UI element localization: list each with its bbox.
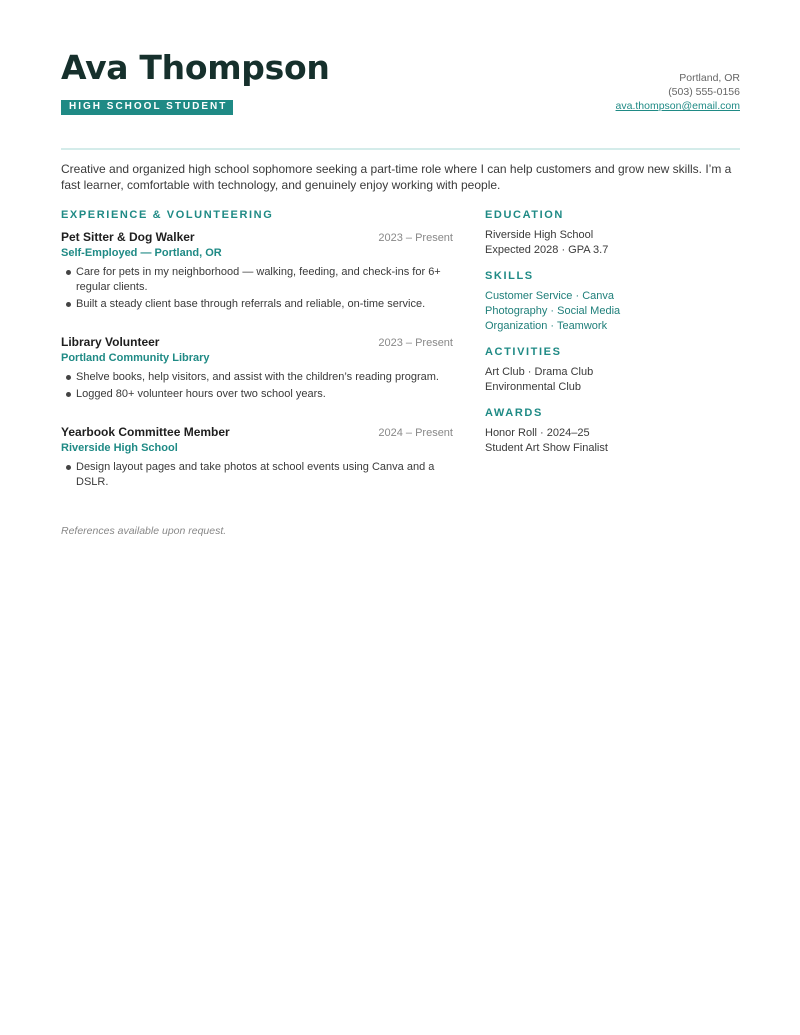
bullet-item: Logged 80+ volunteer hours over two school years. xyxy=(61,387,453,402)
awards-section xyxy=(485,406,740,456)
job-title: Yearbook Committee Member xyxy=(61,425,230,439)
bullet-item: Built a steady client base through referrals and reliable, on-time service. xyxy=(61,297,453,312)
activities-heading: ACTIVITIES xyxy=(485,346,562,358)
activities-line: Art Club · Drama Club xyxy=(485,366,594,378)
job-organization: Portland Community Library xyxy=(61,352,210,364)
job-entry xyxy=(61,425,453,490)
skills-line: Photography · Social Media xyxy=(485,305,621,317)
education-line: Riverside High School xyxy=(485,229,594,241)
skills-heading: SKILLS xyxy=(485,270,534,282)
sidebar-column xyxy=(485,208,740,467)
job-bullets xyxy=(61,265,453,312)
awards-line: Student Art Show Finalist xyxy=(485,442,608,454)
job-bullets xyxy=(61,460,453,490)
tagline-badge: HIGH SCHOOL STUDENT xyxy=(61,100,233,115)
email-link[interactable]: ava.thompson@email.com xyxy=(615,100,740,112)
job-title: Pet Sitter & Dog Walker xyxy=(61,230,195,244)
skills-line: Organization · Teamwork xyxy=(485,320,608,332)
education-line: Expected 2028 · GPA 3.7 xyxy=(485,244,609,256)
bullet-item: Design layout pages and take photos at school events using Canva and a DSLR. xyxy=(61,460,453,490)
contact-info xyxy=(616,71,740,113)
summary-text: Creative and organized high school sophomore seeking a part-time role where I can help customers and grow new skills. I’m a fast learner, comfortable with technology, and genuinely enjoy working with people. xyxy=(61,162,732,192)
skills-line: Customer Service · Canva xyxy=(485,290,614,302)
resume-page xyxy=(61,48,740,537)
job-dates: 2023 – Present xyxy=(378,337,453,349)
job-entry xyxy=(61,335,453,402)
awards-line: Honor Roll · 2024–25 xyxy=(485,427,590,439)
job-organization: Self-Employed — Portland, OR xyxy=(61,247,222,259)
activities-line: Environmental Club xyxy=(485,381,581,393)
references-note: References available upon request. xyxy=(61,525,227,537)
job-title: Library Volunteer xyxy=(61,335,160,349)
activities-section xyxy=(485,345,740,395)
phone-text: (503) 555-0156 xyxy=(668,86,740,98)
job-entry xyxy=(61,230,453,312)
experience-column xyxy=(61,208,453,492)
job-bullets xyxy=(61,370,453,402)
education-section xyxy=(485,208,740,258)
skills-section xyxy=(485,269,740,334)
education-heading: EDUCATION xyxy=(485,209,564,221)
job-organization: Riverside High School xyxy=(61,442,178,454)
header-divider xyxy=(61,148,740,150)
candidate-name: Ava Thompson xyxy=(61,48,330,87)
job-dates: 2023 – Present xyxy=(378,232,453,244)
experience-heading: EXPERIENCE & VOLUNTEERING xyxy=(61,209,274,221)
bullet-item: Care for pets in my neighborhood — walking, feeding, and check-ins for 6+ regular clients. xyxy=(61,265,453,295)
location-text: Portland, OR xyxy=(679,72,740,84)
awards-heading: AWARDS xyxy=(485,407,543,419)
bullet-item: Shelve books, help visitors, and assist with the children’s reading program. xyxy=(61,370,453,385)
resume-header xyxy=(61,48,740,148)
job-dates: 2024 – Present xyxy=(378,427,453,439)
